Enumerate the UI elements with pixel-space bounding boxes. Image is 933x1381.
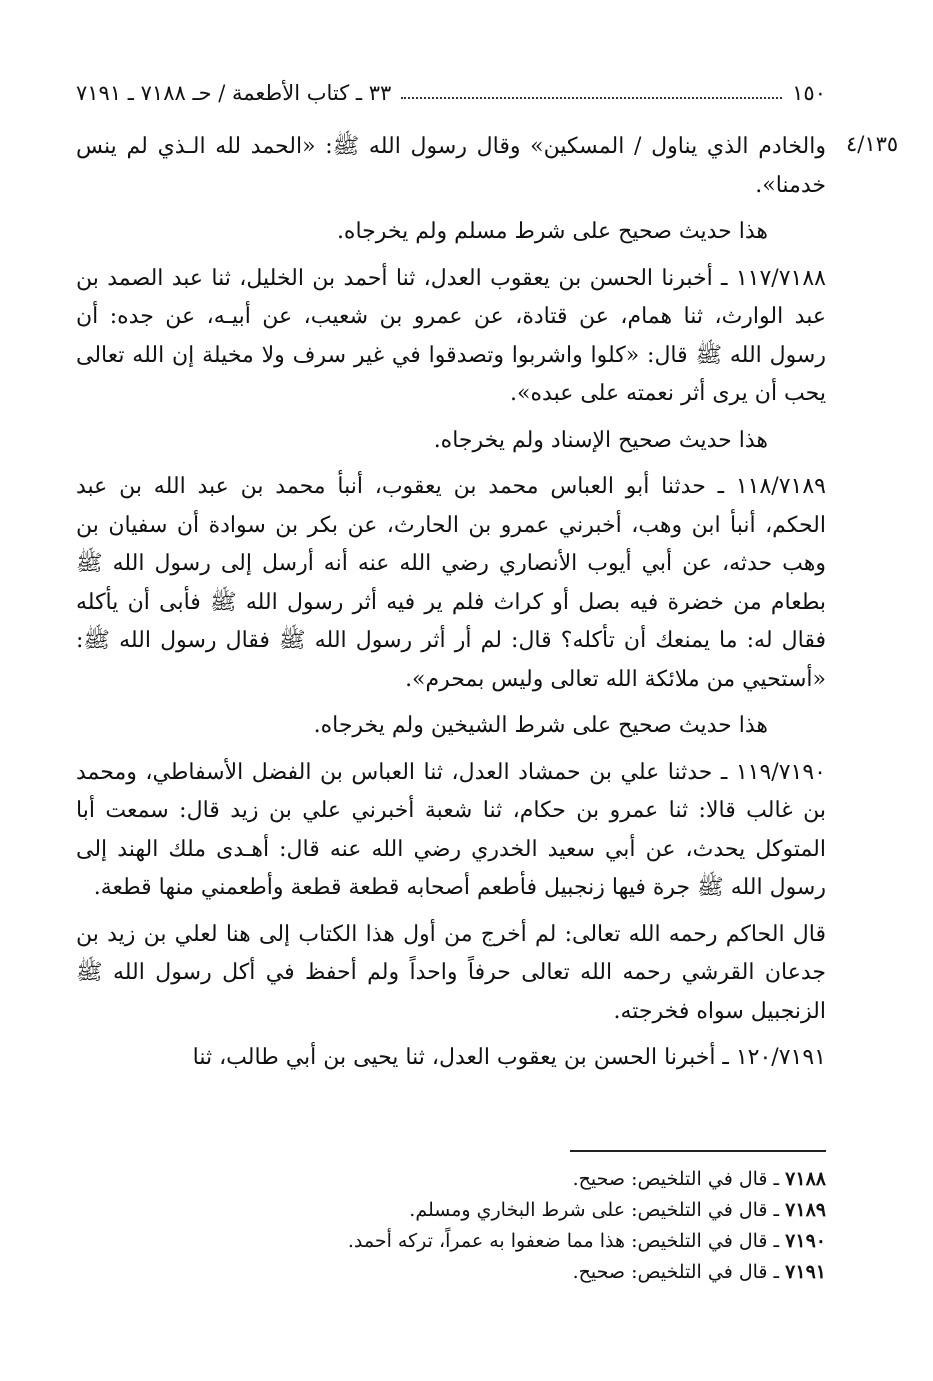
header-leader-dots [401,97,782,99]
footnote [76,1164,826,1195]
footnote-text: ـ قال في التلخيص: على شرط البخاري ومسلم. [409,1199,780,1221]
margin-volume-reference: ٤/١٣٥ [846,132,899,156]
hadith-verdict: هذا حديث صحيح الإسناد ولم يخرجاه. [433,427,768,453]
footnote-text: ـ قال في التلخيص: صحيح. [572,1261,780,1283]
footnote-number: ٧١٨٩ [785,1199,826,1221]
hadith-7189: ١١٨/٧١٨٩ ـ حدثنا أبو العباس محمد بن يعقوب، أنبأ محمد بن عبد الله بن عبد الحكم، أنبأ ابن وهب، أخبرني عمرو بن الحارث، عن بكر بن سوادة أن سفيان بن وهب حدثه، عن أبي أيوب الأنصاري رضي الله عنه أنه أرسل إلى رسول الله ﷺ بطعام من خضرة فيه بصل أو كراث فلم ير فيه أثر رسول الله ﷺ فأبى أن يأكله فقال له: ما يمنعك أن تأكله؟ قال: لم أر أثر رسول الله ﷺ فقال رسول الله ﷺ: «أستحيي من ملائكة الله تعالى وليس بمحرم». [76,474,826,692]
footnote-number: ٧١٩٠ [785,1230,826,1252]
footnote [76,1226,826,1257]
page-header [76,76,826,110]
footnote-text: ـ قال في التلخيص: هذا مما ضعفوا به عمراً، تركه أحمد. [347,1230,780,1252]
hadith-7191: ١٢٠/٧١٩١ ـ أخبرنا الحسن بن يعقوب العدل، ثنا يحيى بن أبي طالب، ثنا [192,1045,826,1070]
footnotes [76,1164,826,1288]
paragraph-continuation: والخادم الذي يناول / المسكين» وقال رسول الله ﷺ: «الحمد لله الـذي لم ينس خدمنا». [76,134,826,198]
hadith-verdict: هذا حديث صحيح على شرط الشيخين ولم يخرجاه. [313,713,768,738]
footnote-separator [570,1150,826,1152]
hadith-verdict: هذا حديث صحيح على شرط مسلم ولم يخرجاه. [336,219,768,244]
hadith-7190: ١١٩/٧١٩٠ ـ حدثنا علي بن حمشاد العدل، ثنا العباس بن الفضل الأسفاطي، ومحمد بن غالب قالا: ثنا عمرو بن حكام، ثنا شعبة أخبرني علي بن زيد قال: سمعت أبا المتوكل يحدث، عن أبي سعيد الخدري رضي الله عنه قال: أهـدى ملك الهند إلى رسول الله ﷺ جرة فيها زنجبيل فأطعم أصحابه قطعة قطعة وأطعمني منها قطعة. [76,759,826,900]
footnote [76,1257,826,1288]
footnote-text: ـ قال في التلخيص: صحيح. [572,1168,780,1190]
running-title: ٣٣ ـ كتاب الأطعمة / حـ ٧١٨٨ ـ ٧١٩١ [76,81,392,105]
footnote [76,1195,826,1226]
footnote-number: ٧١٩١ [785,1261,826,1283]
author-comment: قال الحاكم رحمه الله تعالى: لم أخرج من أول هذا الكتاب إلى هنا لعلي بن زيد بن جدعان القرشي رحمه الله تعالى حرفاً واحداً ولم أحفظ في أكل رسول الله ﷺ الزنجبيل سواه فخرجته. [76,921,826,1024]
main-text [76,128,826,1086]
page-number: ١٥٠ [792,81,826,105]
footnote-number: ٧١٨٨ [785,1168,826,1190]
hadith-7188: ١١٧/٧١٨٨ ـ أخبرنا الحسن بن يعقوب العدل، ثنا أحمد بن الخليل، ثنا عبد الصمد بن عبد الوارث، ثنا همام، عن قتادة، عن عمرو بن شعيب، عن أبيـه، عن جده: أن رسول الله ﷺ قال: «كلوا واشربوا وتصدقوا في غير سرف ولا مخيلة إن الله تعالى يحب أن يرى أثر نعمته على عبده». [76,265,826,406]
